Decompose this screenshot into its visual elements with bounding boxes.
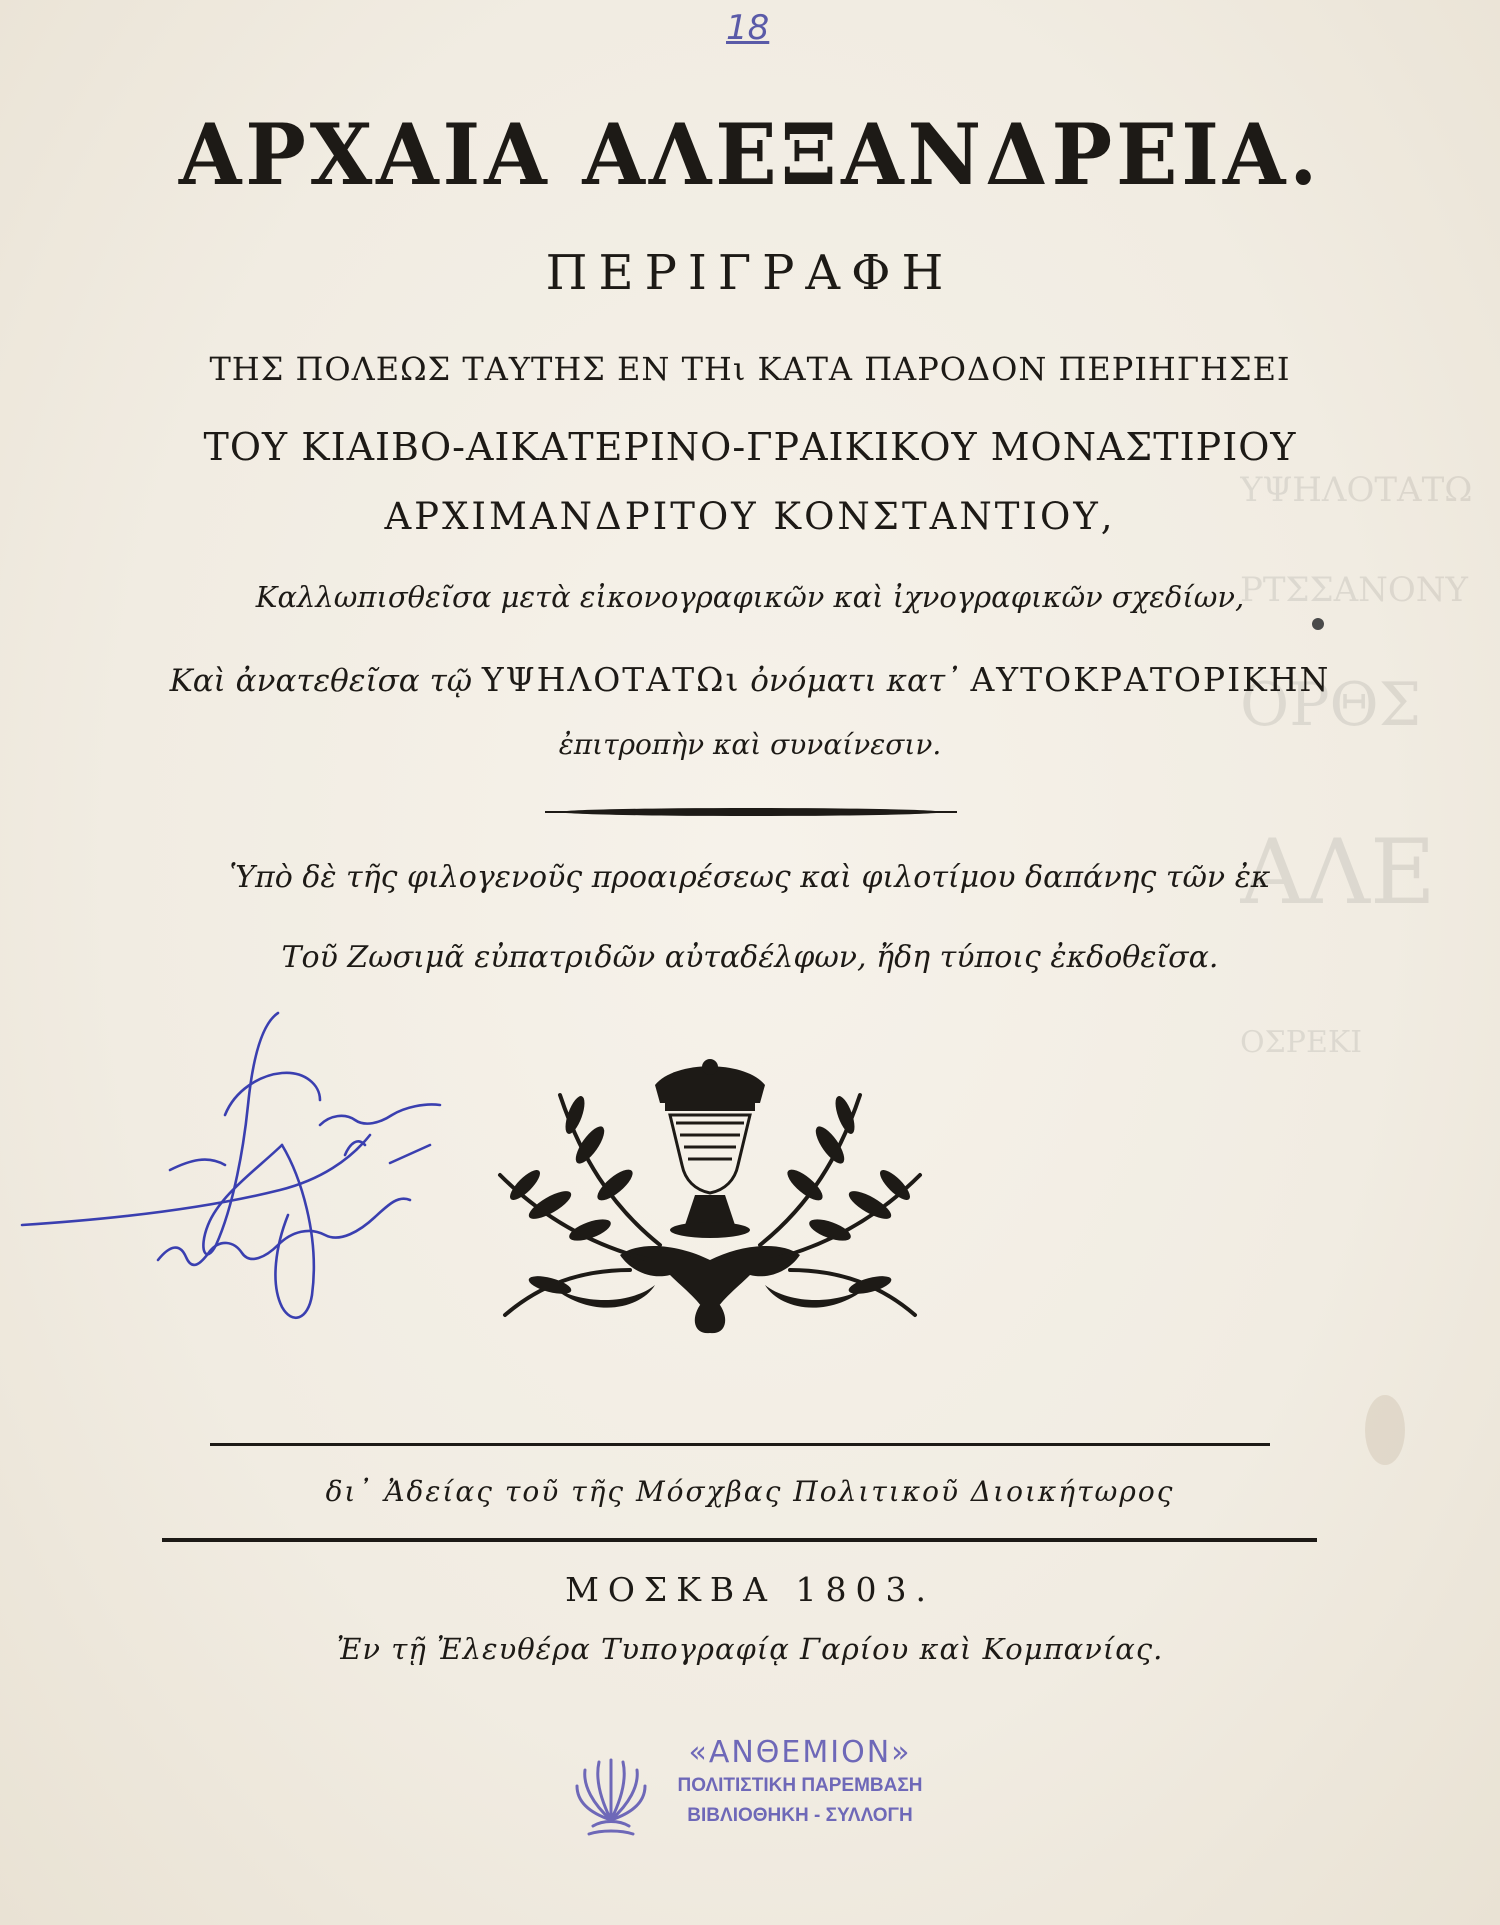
title-line-7: Ὑπὸ δὲ τῆς φιλογενοῦς προαιρέσεως καὶ φιλοτίμου δαπάνης τῶν ἐκ bbox=[229, 860, 1271, 895]
ink-spot bbox=[1312, 618, 1324, 630]
title-line-5d: ΑΥΤΟΚΡΑΤΟΡΙΚΗΝ bbox=[970, 660, 1331, 699]
book-subtitle: ΠΕΡΙΓΡΑΦΗ bbox=[545, 245, 955, 301]
title-line-5 bbox=[0, 660, 1500, 699]
divider-swell bbox=[560, 808, 942, 816]
show-through-text: ΥΨΗΛΟΤΑΤΩ ΡΤΣΣΑΝΟΝΥ ΟΡΘΣ ΑΛΕ ΟΣΡΕΚΙ bbox=[1240, 470, 1473, 1060]
title-line-6: ἐπιτροπὴν καὶ συναίνεσιν. bbox=[558, 728, 942, 761]
stamp-title: «ΑΝΘΕΜΙΟΝ» bbox=[688, 1735, 912, 1770]
rule-upper bbox=[210, 1443, 1270, 1446]
printer-line: Ἐν τῇ Ἐλευθέρα Τυπογραφίᾳ Γαρίου καὶ Κομπανίας. bbox=[336, 1632, 1164, 1666]
title-line-2: ΤΟΥ ΚΙΑΙΒΟ-ΑΙΚΑΤΕΡΙΝΟ-ΓΡΑΙΚΙΚΟΥ ΜΟΝΑΣΤΙΡΙΟΥ bbox=[203, 425, 1297, 469]
title-line-4: Καλλωπισθεῖσα μετὰ εἰκονογραφικῶν καὶ ἰχνογραφικῶν σχεδίων, bbox=[255, 580, 1245, 614]
title-line-5b: ΥΨΗΛΟΤΑΤΩι bbox=[481, 660, 741, 699]
title-line-3: ΑΡΧΙΜΑΝΔΡΙΤΟΥ ΚΟΝΣΤΑΝΤΙΟΥ, bbox=[384, 495, 1116, 538]
shelf-mark: 18 bbox=[726, 8, 770, 48]
vase-ornament bbox=[490, 1055, 930, 1335]
title-line-1: ΤΗΣ ΠΟΛΕΩΣ ΤΑΥΤΗΣ ΕΝ ΤΗι ΚΑΤΑ ΠΑΡΟΔΟΝ ΠΕΡΙΗΓΗΣΕΙ bbox=[209, 350, 1291, 388]
title-line-5c: ὀνόματι κατ᾽ bbox=[750, 663, 961, 699]
palmette-icon bbox=[575, 1740, 647, 1840]
book-title: ΑΡΧΑΙΑ ΑΛΕΞΑΝΔΡΕΙΑ. bbox=[178, 105, 1322, 204]
title-line-5a: Καὶ ἀνατεθεῖσα τῷ bbox=[169, 663, 472, 699]
city-year: ΜΟΣΚΒΑ 1803. bbox=[565, 1570, 935, 1609]
library-stamp bbox=[575, 1735, 935, 1845]
handwritten-signature bbox=[20, 995, 460, 1335]
stamp-line-1: ΠΟΛΙΤΙΣΤΙΚΗ ΠΑΡΕΜΒΑΣΗ bbox=[677, 1775, 923, 1796]
rule-lower bbox=[162, 1538, 1317, 1542]
license-line: δι᾽ Ἀδείας τοῦ τῆς Μόσχβας Πολιτικοῦ Διοικήτωρος bbox=[325, 1475, 1175, 1508]
paper-stain bbox=[1365, 1395, 1405, 1465]
stamp-line-2: ΒΙΒΛΙΟΘΗΚΗ - ΣΥΛΛΟΓΗ bbox=[687, 1805, 913, 1826]
title-line-8: Τοῦ Ζωσιμᾶ εὐπατριδῶν αὐταδέλφων, ἤδη τύποις ἐκδοθεῖσα. bbox=[281, 940, 1219, 975]
